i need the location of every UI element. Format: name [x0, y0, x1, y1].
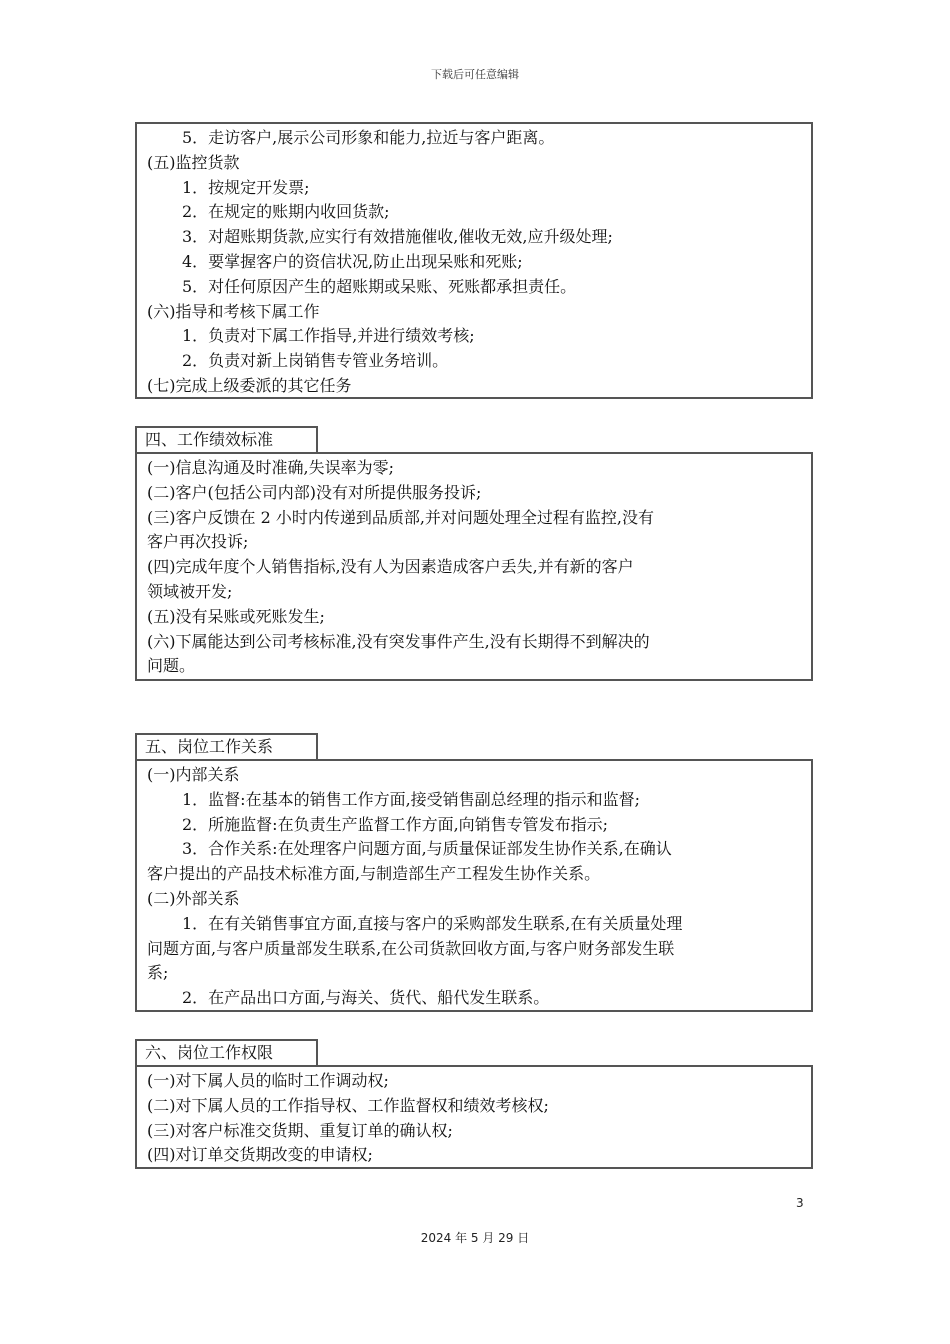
- text-line: (二)对下属人员的工作指导权、工作监督权和绩效考核权;: [147, 1095, 549, 1115]
- text-line: 2．所施监督:在负责生产监督工作方面,向销售专管发布指示;: [182, 814, 609, 834]
- text-line: (一)对下属人员的临时工作调动权;: [147, 1071, 389, 1090]
- text-line: 系;: [147, 963, 169, 983]
- subsection-heading: (六)指导和考核下属工作: [147, 301, 320, 321]
- text-line: 4．要掌握客户的资信状况,防止出现呆账和死账;: [182, 251, 523, 271]
- header-note: 下载后可任意编辑: [431, 68, 519, 81]
- text-line: 3．对超账期货款,应实行有效措施催收,催收无效,应升级处理;: [182, 227, 613, 247]
- footer-date: 2024 年 5 月 29 日: [420, 1231, 530, 1245]
- work-authority-box: [135, 1065, 813, 1169]
- text-line: 2．在产品出口方面,与海关、货代、船代发生联系。: [182, 988, 550, 1008]
- work-relationships-box: [135, 759, 813, 1012]
- text-line: 2．在规定的账期内收回货款;: [182, 202, 390, 222]
- section-title-work-relationships: 五、岗位工作关系: [135, 733, 318, 761]
- text-line: (四)完成年度个人销售指标,没有人为因素造成客户丢失,并有新的客户: [147, 557, 634, 577]
- text-line: (三)客户反馈在 2 小时内传递到品质部,并对问题处理全过程有监控,没有: [147, 507, 655, 527]
- text-line: (一)信息沟通及时准确,失误率为零;: [147, 458, 394, 477]
- text-line: (五)没有呆账或死账发生;: [147, 606, 325, 626]
- text-line: 客户提出的产品技术标准方面,与制造部生产工程发生协作关系。: [147, 864, 601, 884]
- performance-standards-box: [135, 452, 813, 681]
- text-line: (六)下属能达到公司考核标准,没有突发事件产生,没有长期得不到解决的: [147, 631, 650, 651]
- page-number: 3: [796, 1196, 804, 1210]
- text-line: (二)客户(包括公司内部)没有对所提供服务投诉;: [147, 482, 482, 502]
- text-line: 3．合作关系:在处理客户问题方面,与质量保证部发生协作关系,在确认: [182, 839, 672, 859]
- subsection-heading: (一)内部关系: [147, 765, 240, 784]
- duties-continuation-box: [135, 122, 813, 399]
- text-line: 1．按规定开发票;: [182, 177, 310, 197]
- text-line: 问题。: [147, 656, 196, 676]
- text-line: 1．监督:在基本的销售工作方面,接受销售副总经理的指示和监督;: [182, 789, 641, 809]
- text-line: 5．对任何原因产生的超账期或呆账、死账都承担责任。: [182, 276, 577, 296]
- section-title-performance-standards: 四、工作绩效标准: [135, 426, 318, 454]
- text-line: 问题方面,与客户质量部发生联系,在公司货款回收方面,与客户财务部发生联: [147, 938, 675, 958]
- text-line: 5．走访客户,展示公司形象和能力,拉近与客户距离。: [182, 128, 555, 147]
- text-line: 领域被开发;: [147, 581, 233, 601]
- text-line: 2．负责对新上岗销售专管业务培训。: [182, 351, 449, 371]
- text-line: (四)对订单交货期改变的申请权;: [147, 1145, 373, 1165]
- text-line: 客户再次投诉;: [147, 532, 249, 552]
- subsection-heading: (七)完成上级委派的其它任务: [147, 375, 352, 395]
- text-line: 1．负责对下属工作指导,并进行绩效考核;: [182, 326, 475, 346]
- subsection-heading: (二)外部关系: [147, 888, 240, 908]
- text-line: (三)对客户标准交货期、重复订单的确认权;: [147, 1120, 453, 1140]
- subsection-heading: (五)监控货款: [147, 152, 240, 172]
- section-title-work-authority: 六、岗位工作权限: [135, 1039, 318, 1067]
- text-line: 1．在有关销售事宜方面,直接与客户的采购部发生联系,在有关质量处理: [182, 913, 683, 933]
